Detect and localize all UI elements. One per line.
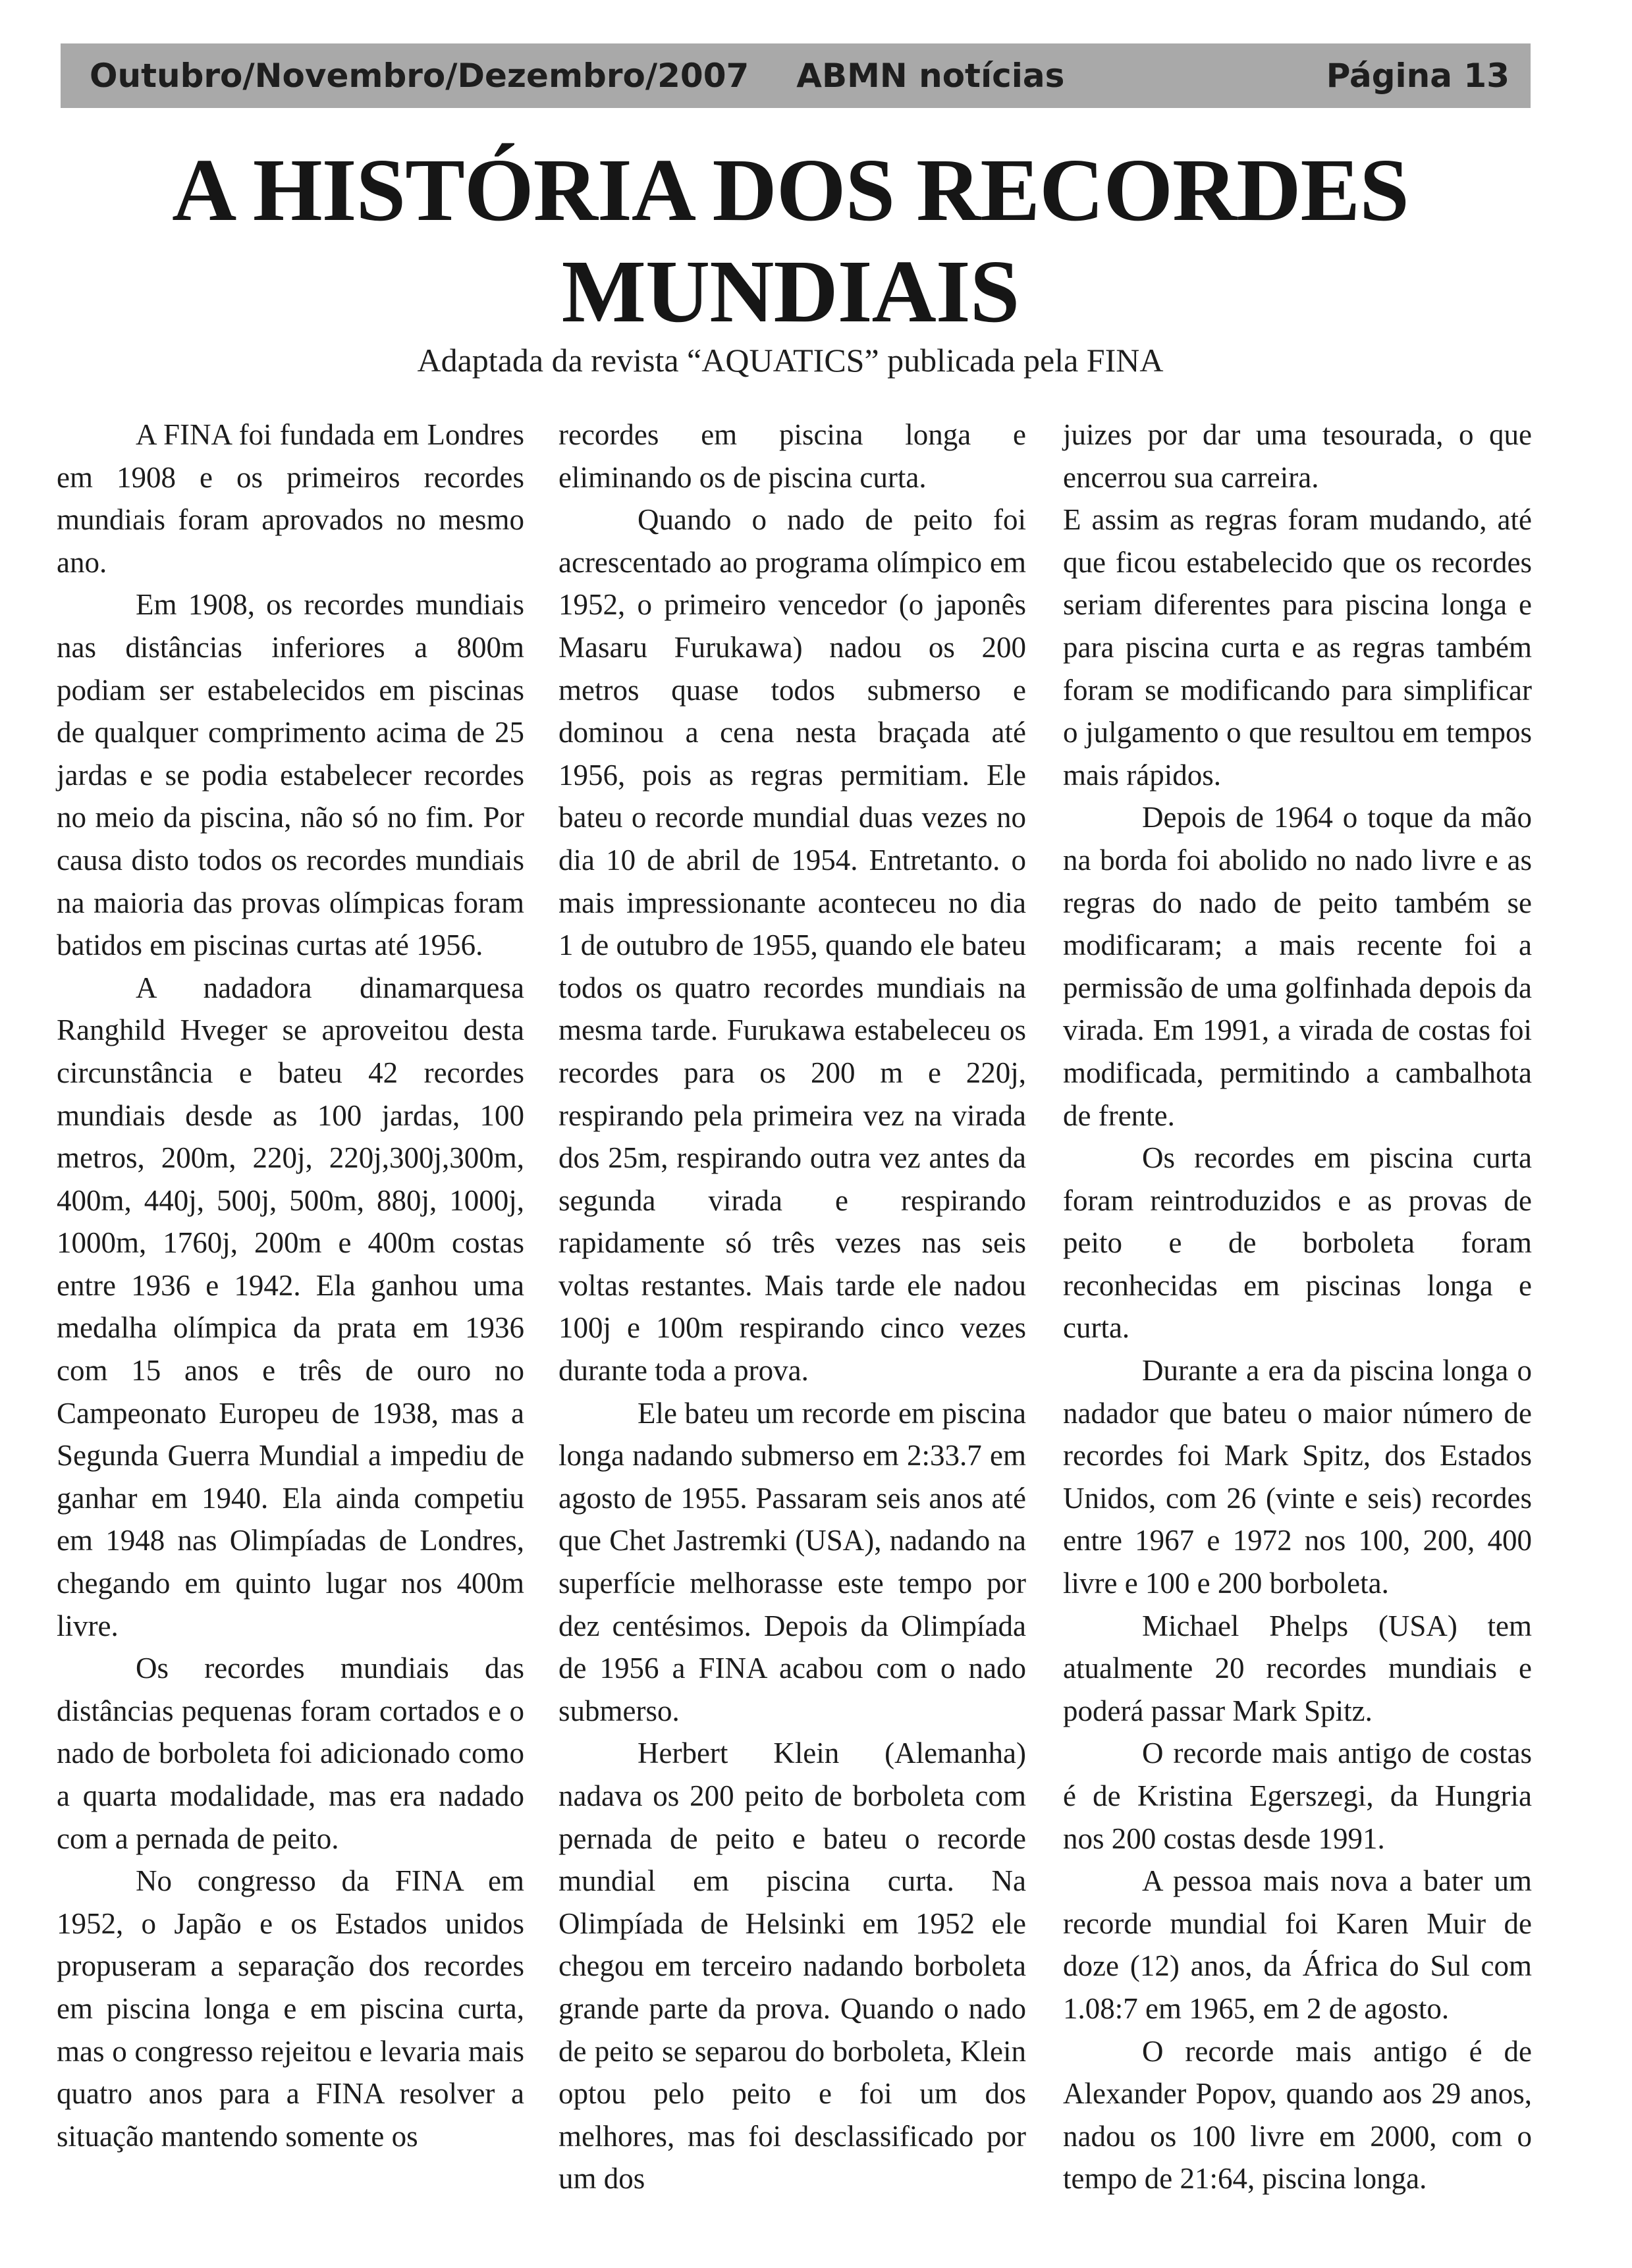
publication-name: ABMN notícias [796,57,1065,95]
page-header [61,43,1531,108]
paragraph: Durante a era da piscina longa o nadador que bateu o maior número de recordes foi Mark Spitz, dos Estados Unidos, com 26 (vinte e seis) recordes entre 1967 e 1972 nos 100, 200, 400 livre e 100 e 200 borboleta. [1063,1354,1532,1600]
paragraph: Ele bateu um recorde em piscina longa nadando submerso em 2:33.7 em agosto de 1955. Passaram seis anos até que Chet Jastremki (USA), nadando na superfície melhorasse este tempo por dez centésimos. Depois da Olimpíada de 1956 a FINA acabou com o nado submerso. [558,1396,1026,1727]
paragraph: A FINA foi fundada em Londres em 1908 e os primeiros recordes mundiais foram aprovados no mesmo ano. [57,418,524,579]
text-column-3 [1063,414,1532,2200]
paragraph: Depois de 1964 o toque da mão na borda foi abolido no nado livre e as regras do nado de peito também se modificaram; a mais recente foi a permissão de uma golfinhada depois da virada. Em 1991, a virada de costas foi modificada, permitindo a cambalhota de frente. [1063,801,1532,1132]
paragraph: Em 1908, os recordes mundiais nas distâncias inferiores a 800m podiam ser estabelecidos em piscinas de qualquer comprimento acima de 25 jardas e se podia estabelecer recordes no meio da piscina, não só no fim. Por causa disto todos os recordes mundiais na maioria das provas olímpicas foram batidos em piscinas curtas até 1956. [57,588,524,962]
paragraph: Os recordes em piscina curta foram reintroduzidos e as provas de peito e de borboleta foram reconhecidas em piscinas longa e curta. [1063,1141,1532,1345]
paragraph: No congresso da FINA em 1952, o Japão e os Estados unidos propuseram a separação dos recordes em piscina longa e em piscina curta, mas o congresso rejeitou e levaria mais quatro anos para a FINA resolver a situação mantendo somente os [57,1864,524,2153]
paragraph-continued: recordes em piscina longa e eliminando os de piscina curta. [558,418,1026,494]
paragraph: O recorde mais antigo de costas é de Kristina Egerszegi, da Hungria nos 200 costas desde 1991. [1063,1737,1532,1855]
paragraph: Quando o nado de peito foi acrescentado ao programa olímpico em 1952, o primeiro vencedor (o japonês Masaru Furukawa) nadou os 200 metros quase todos submerso e dominou a cena nesta braçada até 1956, pois as regras permitiam. Ele bateu o recorde mundial duas vezes no dia 10 de abril de 1954. Entretanto. o mais impressionante aconteceu no dia 1 de outubro de 1955, quando ele bateu todos os quatro recordes mundiais na mesma tarde. Furukawa estabeleceu os recordes para os 200 m e 220j, respirando pela primeira vez na virada dos 25m, respirando outra vez antes da segunda virada e respirando rapidamente só três vezes nas seis voltas restantes. Mais tarde ele nadou 100j e 100m respirando cinco vezes durante toda a prova. [558,503,1026,1388]
article-subtitle: Adaptada da revista “AQUATICS” publicada pela FINA [417,342,1164,379]
paragraph: E assim as regras foram mudando, até que ficou estabelecido que os recordes seriam diferentes para piscina longa e para piscina curta e as regras também foram se modificando para simplificar o julgamento o que resultou em tempos mais rápidos. [1063,503,1532,792]
paragraph: Michael Phelps (USA) tem atualmente 20 recordes mundiais e poderá passar Mark Spitz. [1063,1609,1532,1727]
text-column-2 [558,414,1026,2200]
paragraph: Os recordes mundiais das distâncias pequenas foram cortados e o nado de borboleta foi adicionado como a quarta modalidade, mas era nadado com a pernada de peito. [57,1652,524,1855]
page-number: Página 13 [1326,57,1510,95]
paragraph: O recorde mais antigo é de Alexander Popov, quando aos 29 anos, nadou os 100 livre em 2000, com o tempo de 21:64, piscina longa. [1063,2034,1532,2196]
paragraph: A nadadora dinamarquesa Ranghild Hveger se aproveitou desta circunstância e bateu 42 recordes mundiais desde as 100 jardas, 100 metros, 200m, 220j, 220j,300j,300m, 400m, 440j, 500j, 500m, 880j, 1000j, 1000m, 1760j, 200m e 400m costas entre 1936 e 1942. Ela ganhou uma medalha olímpica da prata em 1936 com 15 anos e três de ouro no Campeonato Europeu de 1938, mas a Segunda Guerra Mundial a impediu de ganhar em 1940. Ela ainda competiu em 1948 nas Olimpíadas de Londres, chegando em quinto lugar nos 400m livre. [57,971,524,1642]
issue-date: Outubro/Novembro/Dezembro/2007 [90,57,749,95]
text-column-1 [57,414,524,2157]
article-title: A HISTÓRIA DOS RECORDES MUNDIAIS [172,141,1409,341]
paragraph: Herbert Klein (Alemanha) nadava os 200 peito de borboleta com pernada de peito e bateu o recorde mundial em piscina curta. Na Olimpíada de Helsinki em 1952 ele chegou em terceiro nadando borboleta grande parte da prova. Quando o nado de peito se separou do borboleta, Klein optou pelo peito e foi um dos melhores, mas foi desclassificado por um dos [558,1737,1026,2196]
paragraph-continued: juizes por dar uma tesourada, o que encerrou sua carreira. [1063,418,1532,494]
paragraph: A pessoa mais nova a bater um recorde mundial foi Karen Muir de doze (12) anos, da África do Sul com 1.08:7 em 1965, em 2 de agosto. [1063,1864,1532,2025]
